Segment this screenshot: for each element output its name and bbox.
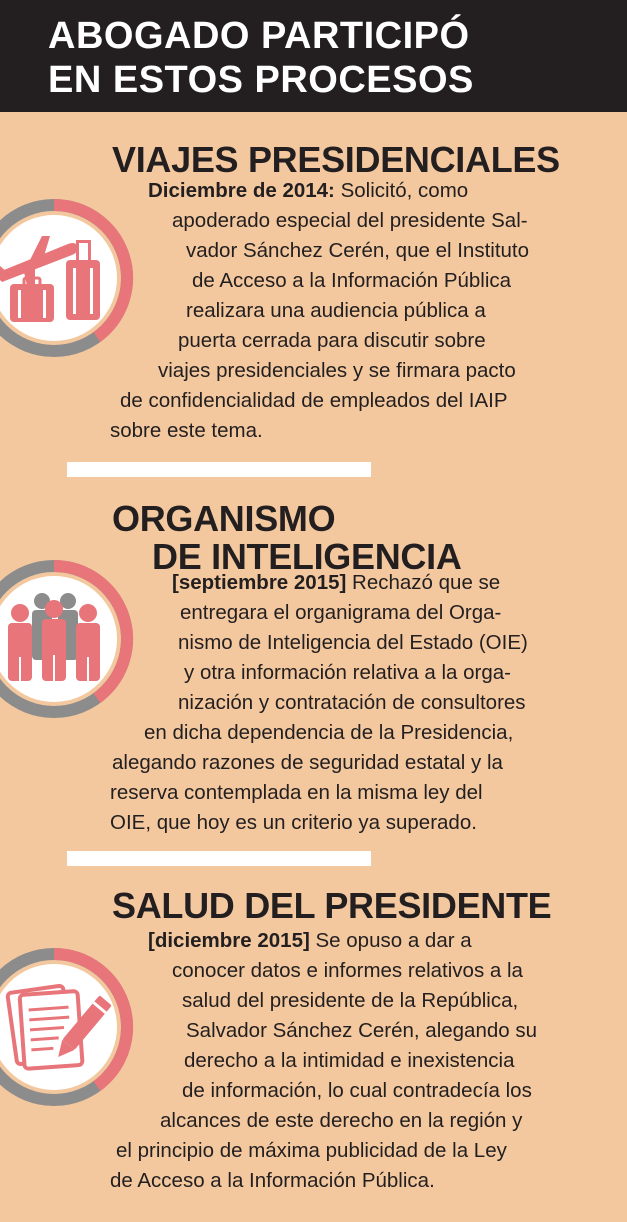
section-title-viajes: [112, 141, 560, 179]
date-lead: [diciembre 2015]: [148, 929, 310, 952]
body-line: en dicha dependencia de la Presidencia,: [144, 721, 514, 744]
body-line: apoderado especial del presidente Sal-: [172, 209, 528, 232]
section-body-viajes: [0, 176, 529, 446]
body-line: viajes presidenciales y se firmara pacto: [158, 359, 516, 382]
body-line: [diciembre 2015] Se opuso a dar a: [148, 929, 472, 952]
body-line: sobre este tema.: [110, 419, 263, 442]
page-title-line-2: EN ESTOS PROCESOS: [48, 59, 474, 101]
section-divider: [67, 462, 371, 477]
section-title-line: SALUD DEL PRESIDENTE: [112, 885, 552, 926]
body-line: de Acceso a la Información Pública.: [110, 1169, 435, 1192]
body-line: derecho a la intimidad e inexistencia: [184, 1049, 515, 1072]
body-line: puerta cerrada para discutir sobre: [178, 329, 486, 352]
body-line: alcances de este derecho en la región y: [160, 1109, 523, 1132]
section-body-organismo: [0, 568, 528, 838]
page-title: [48, 14, 474, 102]
body-line: alegando razones de seguridad estatal y la: [112, 751, 503, 774]
section-title-salud: [112, 887, 551, 925]
date-lead: Diciembre de 2014:: [148, 179, 335, 202]
body-line: de información, lo cual contradecía los: [182, 1079, 532, 1102]
section-title-line: ORGANISMO: [112, 498, 336, 539]
body-line: reserva contemplada en la misma ley del: [110, 781, 483, 804]
body-line: de confidencialidad de empleados del IAIP: [120, 389, 508, 412]
body-line: entregara el organigrama del Orga-: [180, 601, 502, 624]
body-line: y otra información relativa a la orga-: [184, 661, 512, 684]
body-line: de Acceso a la Información Pública: [192, 269, 512, 292]
body-line: nización y contratación de consultores: [178, 691, 526, 714]
body-line: salud del presidente de la República,: [182, 989, 519, 1012]
body-line: conocer datos e informes relativos a la: [172, 959, 523, 982]
section-divider: [67, 851, 371, 866]
section-body-salud: [0, 926, 537, 1196]
body-line: nismo de Inteligencia del Estado (OIE): [178, 631, 528, 654]
section-title-organismo: [112, 500, 462, 576]
body-line: OIE, que hoy es un criterio ya superado.: [110, 811, 477, 834]
date-lead: [septiembre 2015]: [172, 571, 347, 594]
body-line: el principio de máxima publicidad de la Ley: [116, 1139, 507, 1162]
body-line: realizara una audiencia pública a: [186, 299, 486, 322]
body-line: vador Sánchez Cerén, que el Instituto: [186, 239, 530, 262]
body-line: Diciembre de 2014: Solicitó, como: [148, 179, 469, 202]
section-title-line: DE INTELIGENCIA: [152, 536, 462, 577]
page-title-line-1: ABOGADO PARTICIPÓ: [48, 15, 470, 57]
body-line: Salvador Sánchez Cerén, alegando su: [186, 1019, 538, 1042]
body-line: [septiembre 2015] Rechazó que se: [172, 571, 501, 594]
section-title-line: VIAJES PRESIDENCIALES: [112, 139, 560, 180]
